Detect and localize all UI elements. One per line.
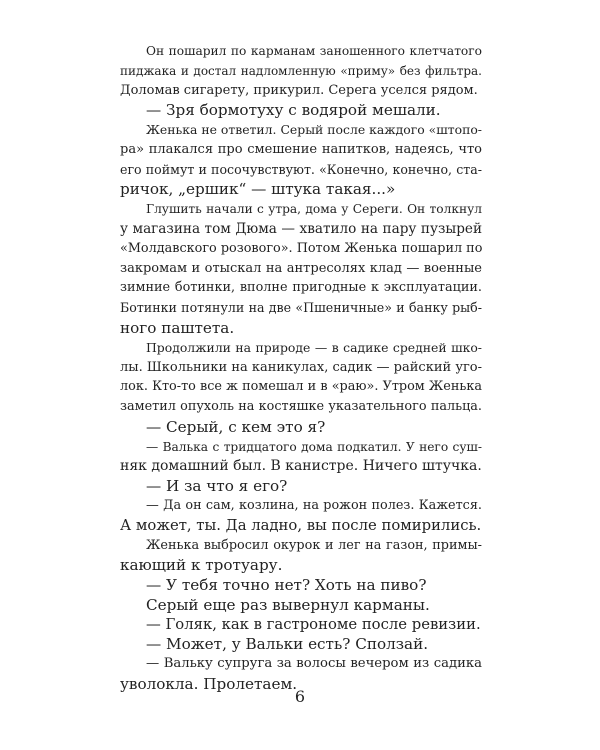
text-line: ра» плакался про смешение напитков, надеясь, что (120, 142, 482, 157)
text-line: Продолжили на природе — в садике средней шко- (146, 340, 482, 355)
text-line: «Молдавского розового». Потом Женька пошарил по (120, 241, 483, 256)
text-line: у магазина том Дюма — хватило на пару пузырей (120, 221, 482, 237)
text-line: няк домашний был. В канистре. Ничего штучка. (120, 458, 482, 474)
text-line: — Может, у Вальки есть? Сползай. (146, 635, 429, 653)
text-line: Женька не ответил. Серый после каждого «штопо- (146, 122, 482, 137)
text-line: Серый еще раз вывернул карманы. (146, 596, 430, 614)
text-line: Он пошарил по карманам заношенного клетчатого (146, 44, 482, 58)
text-line: Доломав сигарету, прикурил. Серега уселся рядом. (120, 83, 478, 98)
text-line: закромам и отыскал на антресолях клад — военные (120, 261, 482, 276)
text-line: лок. Кто-то все ж помешал и в «раю». Утром Женька (120, 379, 482, 394)
text-line: — Голяк, как в гастрономе после ревизии. (146, 616, 481, 633)
page-number: 6 (294, 687, 306, 706)
text-line: — Вальку супруга за волосы вечером из садика (146, 656, 482, 671)
text-line: — У тебя точно нет? Хоть на пиво? (146, 576, 427, 594)
text-line: — И за что я его? (146, 477, 288, 495)
text-line: кающий к тротуару. (120, 556, 283, 574)
text-line: его поймут и посочувствуют. «Конечно, конечно, ста- (120, 162, 482, 177)
text-line: — Серый, с кем это я? (146, 418, 326, 436)
text-line: Ботинки потянули на две «Пшеничные» и банку рыб- (120, 300, 482, 315)
text-line: заметил опухоль на костяшке указательного пальца. (120, 399, 482, 414)
text-line: — Да он сам, козлина, на рожон полез. Кажется. (146, 498, 482, 513)
text-line: уволокла. Пролетаем. (120, 675, 298, 693)
text-line: лы. Школьники на каникулах, садик — райский уго- (120, 360, 482, 375)
text-line: ричок, „ершик“ — штука такая...» (120, 180, 396, 198)
text-line: ного паштета. (120, 319, 235, 337)
text-line: Глушить начали с утра, дома у Сереги. Он толкнул (146, 202, 482, 216)
text-line: зимние ботинки, вполне пригодные к эксплуатации. (120, 280, 482, 295)
text-line: — Зря бормотуху с водярой мешали. (146, 101, 441, 119)
text-line: пиджака и достал надломленную «приму» без фильтра. (120, 64, 482, 78)
text-line: А может, ты. Да ладно, вы после помирились. (120, 517, 482, 534)
text-line: — Валька с тридцатого дома подкатил. У него суш- (146, 440, 482, 454)
text-line: Женька выбросил окурок и лег на газон, примы- (146, 538, 482, 553)
